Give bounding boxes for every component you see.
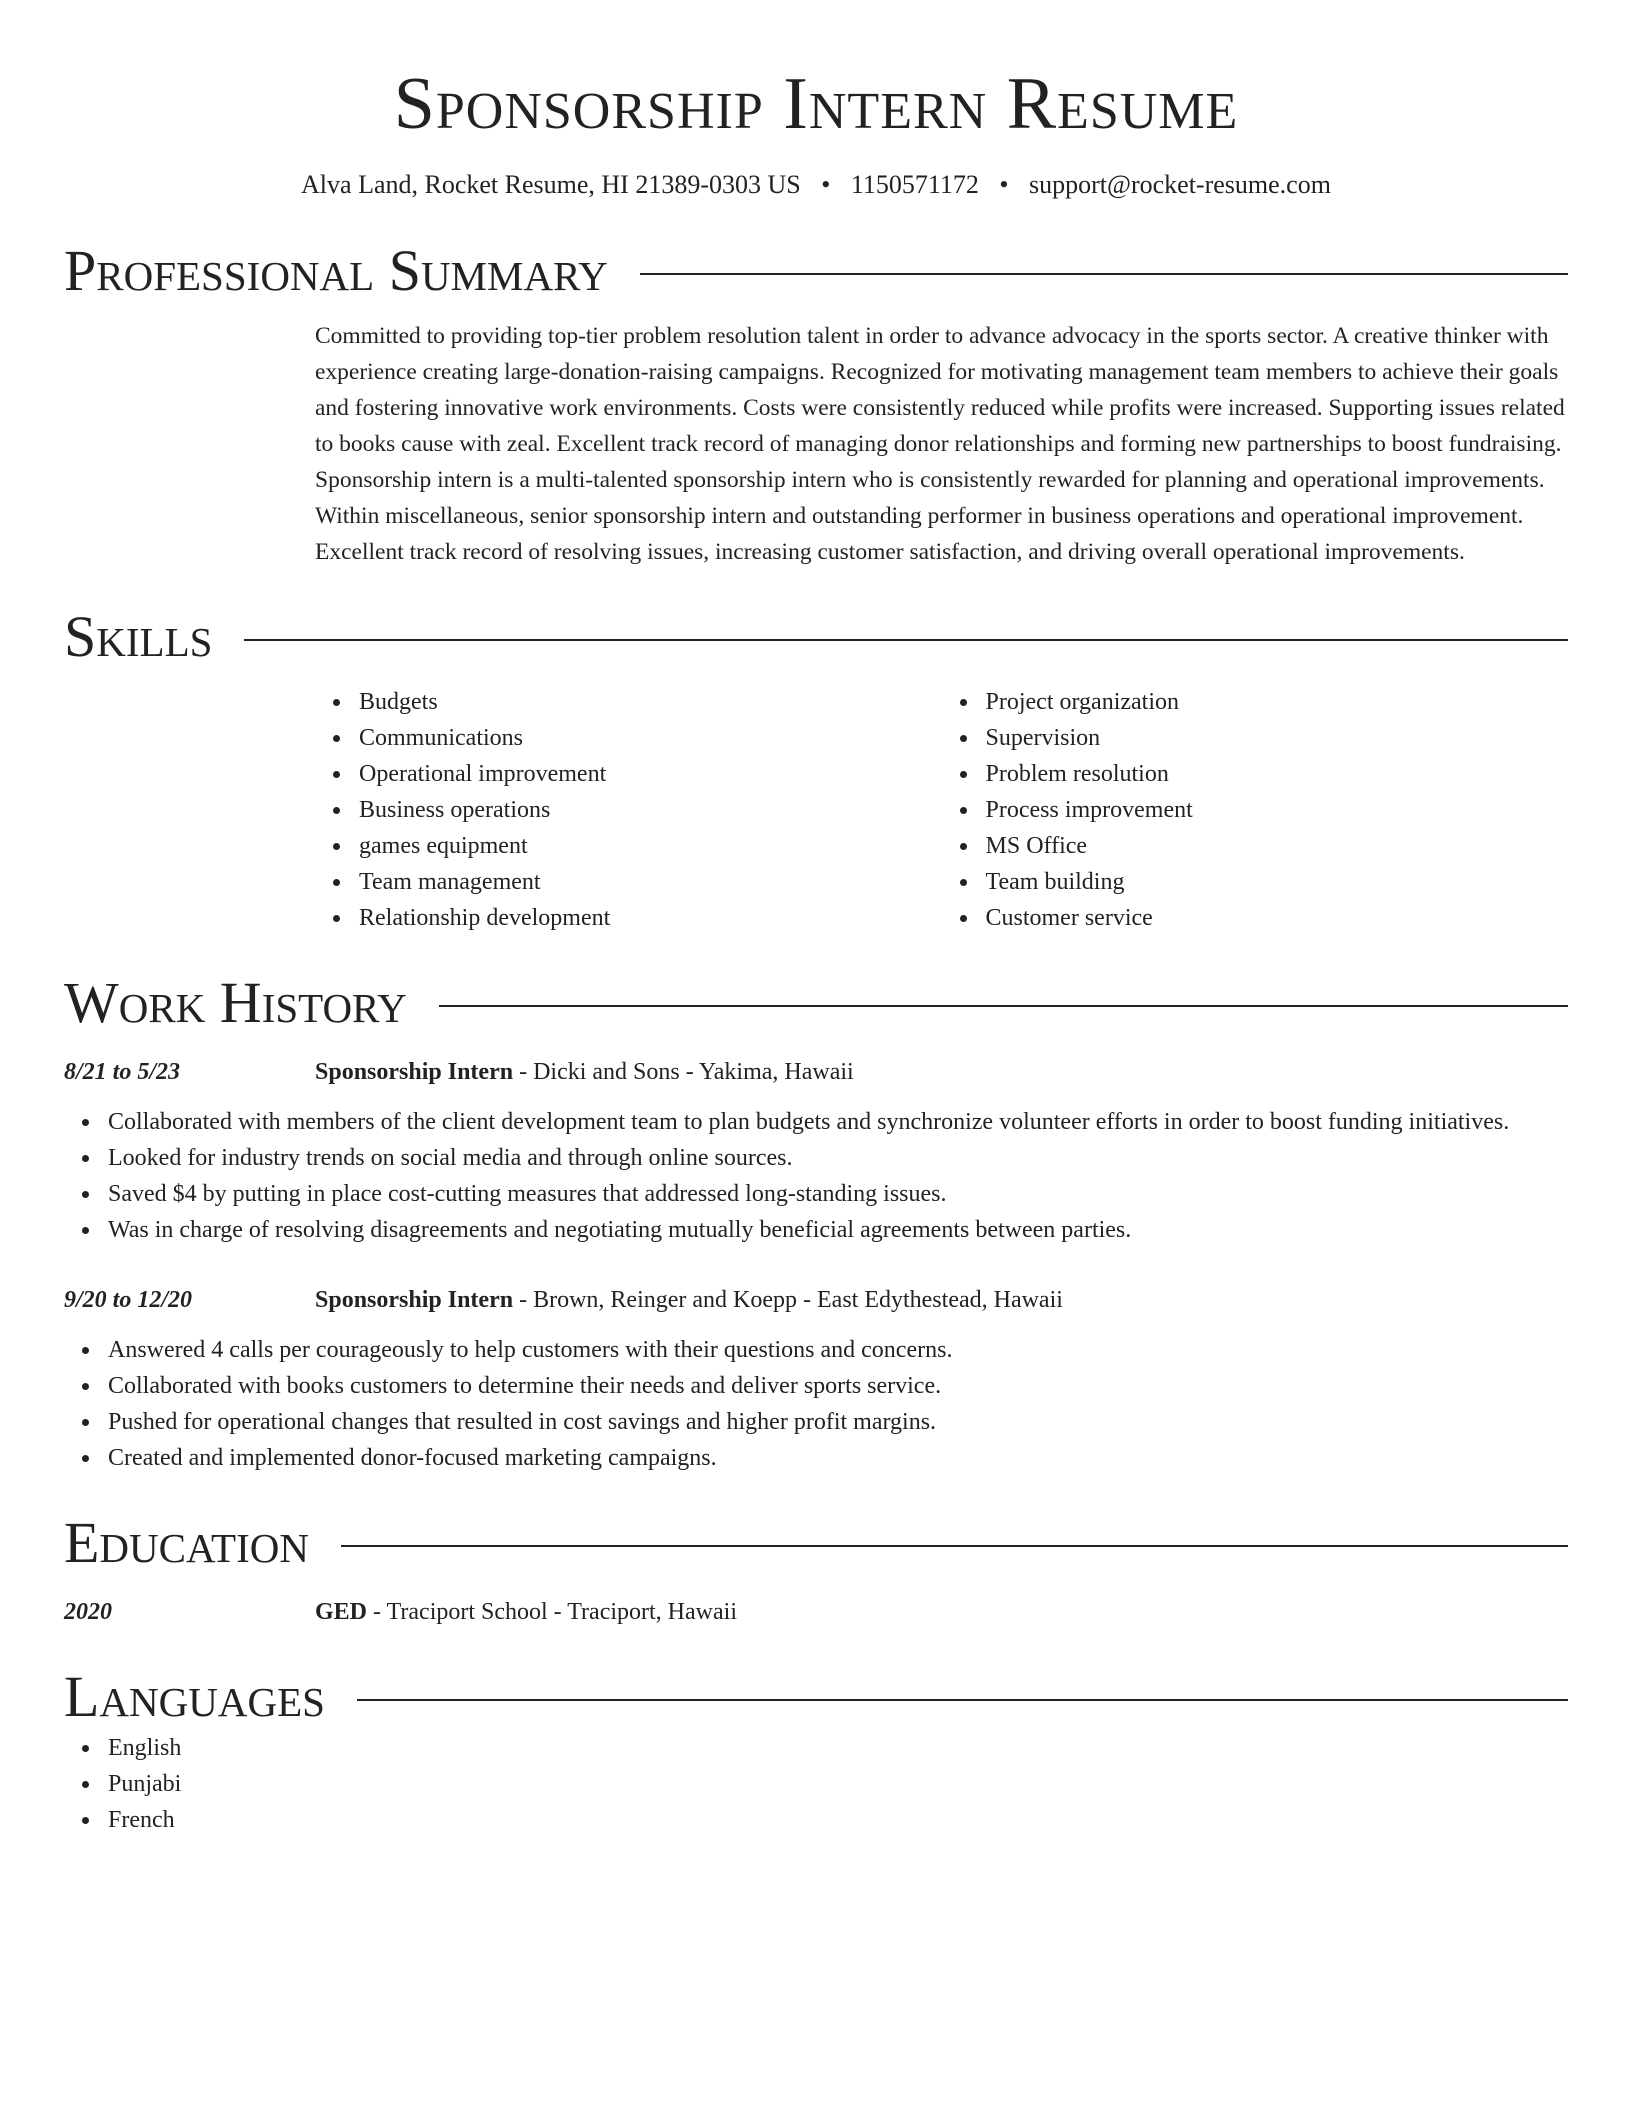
education-heading: Education <box>64 1510 309 1575</box>
job-entry <box>64 1054 1568 1248</box>
skill-item: MS Office <box>986 828 1569 864</box>
section-divider <box>244 639 1568 641</box>
education-line <box>315 1594 737 1630</box>
summary-text: Committed to providing top-tier problem resolution talent in order to advance advocacy in the sports sector. A creative thinker with experience creating large-donation-raising campaigns. Recognized for motivating management team members to achieve their goals and fostering innovative work environments. Costs were consistently reduced while profits were increased. Supporting issues related to books cause with zeal. Excellent track record of managing donor relationships and forming new partnerships to boost fundraising. Sponsorship intern is a multi-talented sponsorship intern who is consistently rewarded for planning and operational improvements. Within miscellaneous, senior sponsorship intern and outstanding performer in business operations and operational improvement. Excellent track record of resolving issues, increasing customer satisfaction, and driving overall operational improvements. <box>315 323 1565 565</box>
skill-item: Team management <box>359 864 942 900</box>
job-bullet: Was in charge of resolving disagreements and negotiating mutually beneficial agreements between parties. <box>108 1212 1568 1248</box>
skill-item: games equipment <box>359 828 942 864</box>
education-degree: GED <box>315 1599 368 1625</box>
summary-heading: Professional Summary <box>64 238 608 303</box>
work-section-header <box>64 970 1568 1036</box>
skills-list-right <box>942 684 1569 936</box>
contact-phone: 1150571172 <box>850 170 979 199</box>
job-header <box>64 1054 1568 1090</box>
job-title-line <box>315 1282 1063 1318</box>
job-employer: - Dicki and Sons - Yakima, Hawaii <box>513 1059 854 1085</box>
languages-heading: Languages <box>64 1664 325 1729</box>
job-bullet: Answered 4 calls per courageously to help customers with their questions and concerns. <box>108 1332 1568 1368</box>
section-divider <box>439 1005 1568 1007</box>
job-employer: - Brown, Reinger and Koepp - East Edythestead, Hawaii <box>513 1287 1063 1313</box>
education-school: - Traciport School - Traciport, Hawaii <box>367 1599 737 1625</box>
skill-item: Relationship development <box>359 900 942 936</box>
skill-item: Process improvement <box>986 792 1569 828</box>
job-bullet: Collaborated with members of the client development team to plan budgets and synchronize volunteer efforts in order to boost funding initiatives. <box>108 1104 1568 1140</box>
job-header <box>64 1282 1568 1318</box>
language-item: French <box>108 1802 1568 1838</box>
contact-separator: • <box>821 170 831 199</box>
skill-item: Team building <box>986 864 1569 900</box>
skills-list-left <box>315 684 942 936</box>
education-entry <box>64 1594 1568 1630</box>
contact-email: support@rocket-resume.com <box>1029 170 1331 199</box>
skill-item: Operational improvement <box>359 756 942 792</box>
job-bullet: Pushed for operational changes that resulted in cost savings and higher profit margins. <box>108 1404 1568 1440</box>
languages-section-header <box>64 1664 1568 1730</box>
job-title: Sponsorship Intern <box>315 1287 514 1313</box>
job-bullet: Created and implemented donor-focused marketing campaigns. <box>108 1440 1568 1476</box>
skill-item: Budgets <box>359 684 942 720</box>
skill-item: Supervision <box>986 720 1569 756</box>
language-item: Punjabi <box>108 1766 1568 1802</box>
languages-list <box>64 1730 1568 1838</box>
section-divider <box>341 1545 1568 1547</box>
skills-section-header <box>64 604 1568 670</box>
job-bullets <box>64 1332 1568 1476</box>
job-title-line <box>315 1054 854 1090</box>
skills-grid <box>315 684 1568 936</box>
education-year: 2020 <box>64 1599 112 1625</box>
section-divider <box>357 1699 1568 1701</box>
job-entry <box>64 1282 1568 1476</box>
summary-section-header <box>64 238 1568 304</box>
job-title: Sponsorship Intern <box>315 1059 514 1085</box>
contact-separator: • <box>999 170 1009 199</box>
skill-item: Communications <box>359 720 942 756</box>
resume-title: Sponsorship Intern Resume <box>393 63 1239 145</box>
skill-item: Problem resolution <box>986 756 1569 792</box>
contact-line <box>64 168 1568 202</box>
resume-page <box>64 0 1568 1838</box>
contact-address: Alva Land, Rocket Resume, HI 21389-0303 US <box>301 170 801 199</box>
job-bullet: Collaborated with books customers to determine their needs and deliver sports service. <box>108 1368 1568 1404</box>
job-bullet: Saved $4 by putting in place cost-cutting measures that addressed long-standing issues. <box>108 1176 1568 1212</box>
skill-item: Project organization <box>986 684 1569 720</box>
education-section-header <box>64 1510 1568 1576</box>
job-dates: 9/20 to 12/20 <box>64 1287 193 1313</box>
work-heading: Work History <box>64 970 407 1035</box>
job-bullet: Looked for industry trends on social media and through online sources. <box>108 1140 1568 1176</box>
skills-heading: Skills <box>64 604 213 669</box>
skill-item: Customer service <box>986 900 1569 936</box>
job-dates: 8/21 to 5/23 <box>64 1059 181 1085</box>
language-item: English <box>108 1730 1568 1766</box>
skill-item: Business operations <box>359 792 942 828</box>
job-bullets <box>64 1104 1568 1248</box>
section-divider <box>640 273 1568 275</box>
